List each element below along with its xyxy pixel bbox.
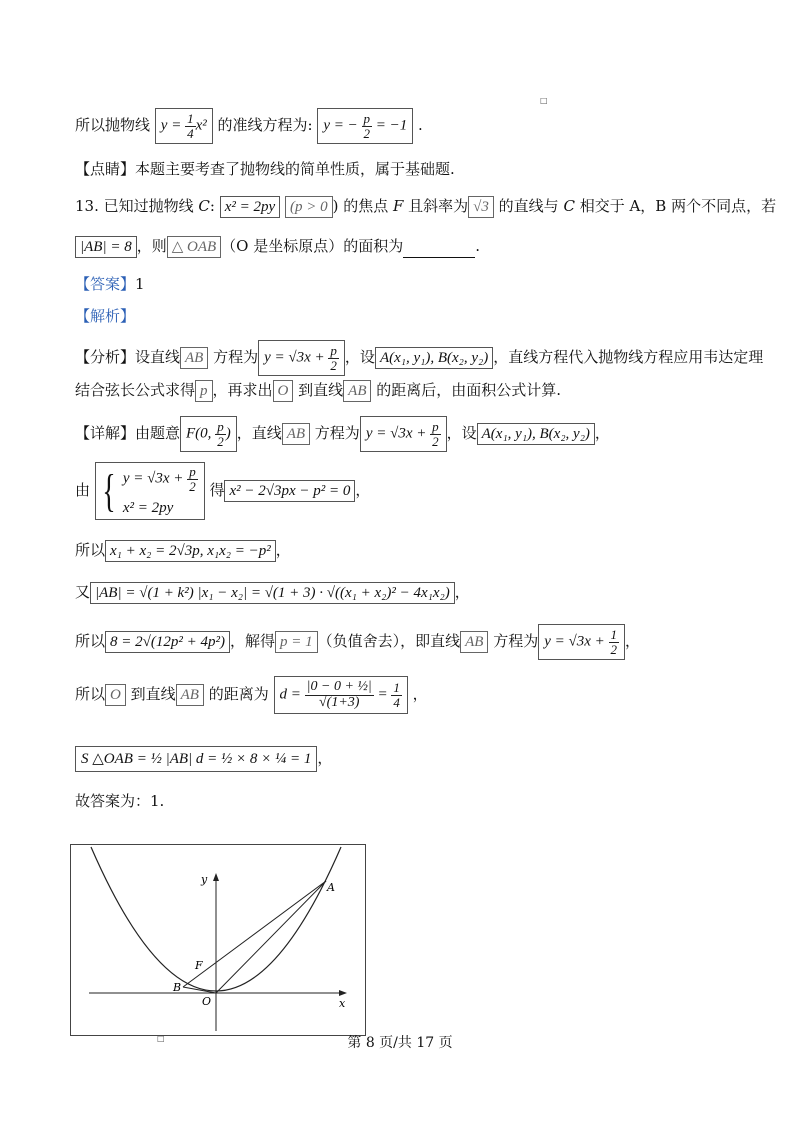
text: 所以抛物线 <box>75 116 151 135</box>
question-13-line1: 13. 已知过抛物线 C: x² = 2py (p > 0 ) 的焦点 F 且斜率为 √3 的直线与 C 相交于 A，B 两个不同点，若 <box>75 196 776 218</box>
parabola-graph <box>71 845 365 1035</box>
segment-oa <box>216 881 326 993</box>
formula-parabola-eq: x² = 2py <box>220 196 280 218</box>
answer-tag: 【答案】 <box>75 275 136 293</box>
formula-slope: √3 <box>468 196 494 218</box>
line-ab <box>183 881 326 987</box>
label-b: B <box>173 981 182 994</box>
formula-quadratic: x² − 2√3px − p² = 0 <box>224 480 355 502</box>
label-a: A <box>327 881 335 894</box>
formula-triangle: △ OAB <box>167 236 221 258</box>
corner-mark: □ <box>157 1034 165 1043</box>
formula-area: S △OAB = ½ |AB| d = ½ × 8 × ¼ = 1 <box>75 746 317 772</box>
formula-ab-length: |AB| = 8 <box>75 236 137 258</box>
formula-directrix: y = − $\frac{p}{2}$ = −1 <box>317 108 413 144</box>
analysis-line2: 结合弦长公式求得 p ，再求出 O 到直线 AB 的距离后，由面积公式计算. <box>75 380 561 402</box>
formula-ab: AB <box>282 423 310 445</box>
label-x: x <box>339 997 346 1010</box>
formula-vieta: x₁ + x₂ = 2√3p, x₁x₂ = −p² <box>105 540 276 562</box>
formula-final-line: y = √3x + $\frac{1}{2}$ <box>538 624 625 660</box>
detail-area: S △OAB = ½ |AB| d = ½ × 8 × ¼ = 1 ， <box>75 746 332 772</box>
label-y: y <box>201 873 208 886</box>
formula-system: { y = √3x + $\frac{p}{2}$ x² = 2py <box>95 462 205 520</box>
answer-value: 1 <box>135 275 145 293</box>
formula-ab: AB <box>460 631 488 653</box>
detail-solve-p: 所以 8 = 2√(12p² + 4p²) ，解得 p = 1 （负值舍去），即直线 AB 方程为 y = √3x + $\frac{1}{2}$ ， <box>75 624 640 660</box>
analysis-line1: 【分析】设直线 AB 方程为 y = √3x + $\frac{p}{2}$ ，设 A(x₁, y₁), B(x₂, y₂) ，直线方程代入抛物线方程应用韦达定理 <box>75 340 763 376</box>
formula-focus: F(0, $\frac{p}{2}$ ) <box>180 416 237 452</box>
final-answer: 故答案为：1. <box>75 792 165 810</box>
formula-solve: 8 = 2√(12p² + 4p²) <box>105 631 230 653</box>
formula-points: A(x₁, y₁), B(x₂, y₂) <box>375 347 493 369</box>
detail-vieta: 所以 x₁ + x₂ = 2√3p, x₁x₂ = −p² ， <box>75 540 291 562</box>
label-o: O <box>202 995 212 1008</box>
y-axis-arrow <box>213 873 219 881</box>
formula-o: O <box>105 684 126 706</box>
formula-o: O <box>273 380 294 402</box>
formula-condition: (p > 0 <box>285 196 333 218</box>
label-f: F <box>195 959 203 972</box>
formula-chord: |AB| = √(1 + k²) |x₁ − x₂| = √(1 + 3) · √((x₁ + x₂)² − 4x₁x₂) <box>90 582 455 604</box>
formula-p-value: p = 1 <box>275 631 318 653</box>
detail-system: 由 { y = √3x + $\frac{p}{2}$ x² = 2py 得 x² − 2√3px − p² = 0 ， <box>75 462 370 520</box>
formula-ab: AB <box>180 347 208 369</box>
dianjing-note: 【点睛】本题主要考查了抛物线的简单性质，属于基础题. <box>75 160 455 178</box>
formula-parabola: y = $\frac{1}{4}$ x² <box>155 108 213 144</box>
question-13-line2: |AB| = 8 ，则 △ OAB （O 是坐标原点）的面积为 . <box>75 236 480 258</box>
parabola-figure <box>70 844 366 1036</box>
answer-blank <box>403 243 475 258</box>
corner-mark: □ <box>540 96 548 105</box>
formula-line-eq: y = √3x + $\frac{p}{2}$ <box>360 416 447 452</box>
formula-line-eq: y = √3x + $\frac{p}{2}$ <box>258 340 345 376</box>
formula-p: p <box>195 380 213 402</box>
detail-chord: 又 |AB| = √(1 + k²) |x₁ − x₂| = √(1 + 3) · √((x₁ + x₂)² − 4x₁x₂) ， <box>75 582 470 604</box>
formula-distance: d = $\frac{\text{|0 − 0 + ½|}}{√(1+3)}$ = $\frac{1}{4}$ <box>274 676 408 714</box>
detail-line1: 【详解】由题意 F(0, $\frac{p}{2}$ ) ，直线 AB 方程为 y = √3x + $\frac{p}{2}$ ，设 A(x₁, y₁), B(x₂, y₂) ， <box>75 416 610 452</box>
line-directrix: 所以抛物线 y = $\frac{1}{4}$ x² 的准线方程为: y = − $\frac{p}{2}$ = −1 . <box>75 108 423 144</box>
answer-line <box>75 275 145 293</box>
detail-distance: 所以 O 到直线 AB 的距离为 d = $\frac{\text{|0 − 0 + ½|}}{√(1+3)}$ = $\frac{1}{4}$ ， <box>75 676 428 714</box>
page-footer: 第 8 页/共 17 页 <box>347 1035 453 1051</box>
formula-ab: AB <box>343 380 371 402</box>
text: 的准线方程为: <box>217 116 313 135</box>
analysis-tag: 【解析】 <box>75 307 136 325</box>
x-axis-arrow <box>339 990 347 996</box>
formula-ab: AB <box>176 684 204 706</box>
formula-points: A(x₁, y₁), B(x₂, y₂) <box>477 423 595 445</box>
